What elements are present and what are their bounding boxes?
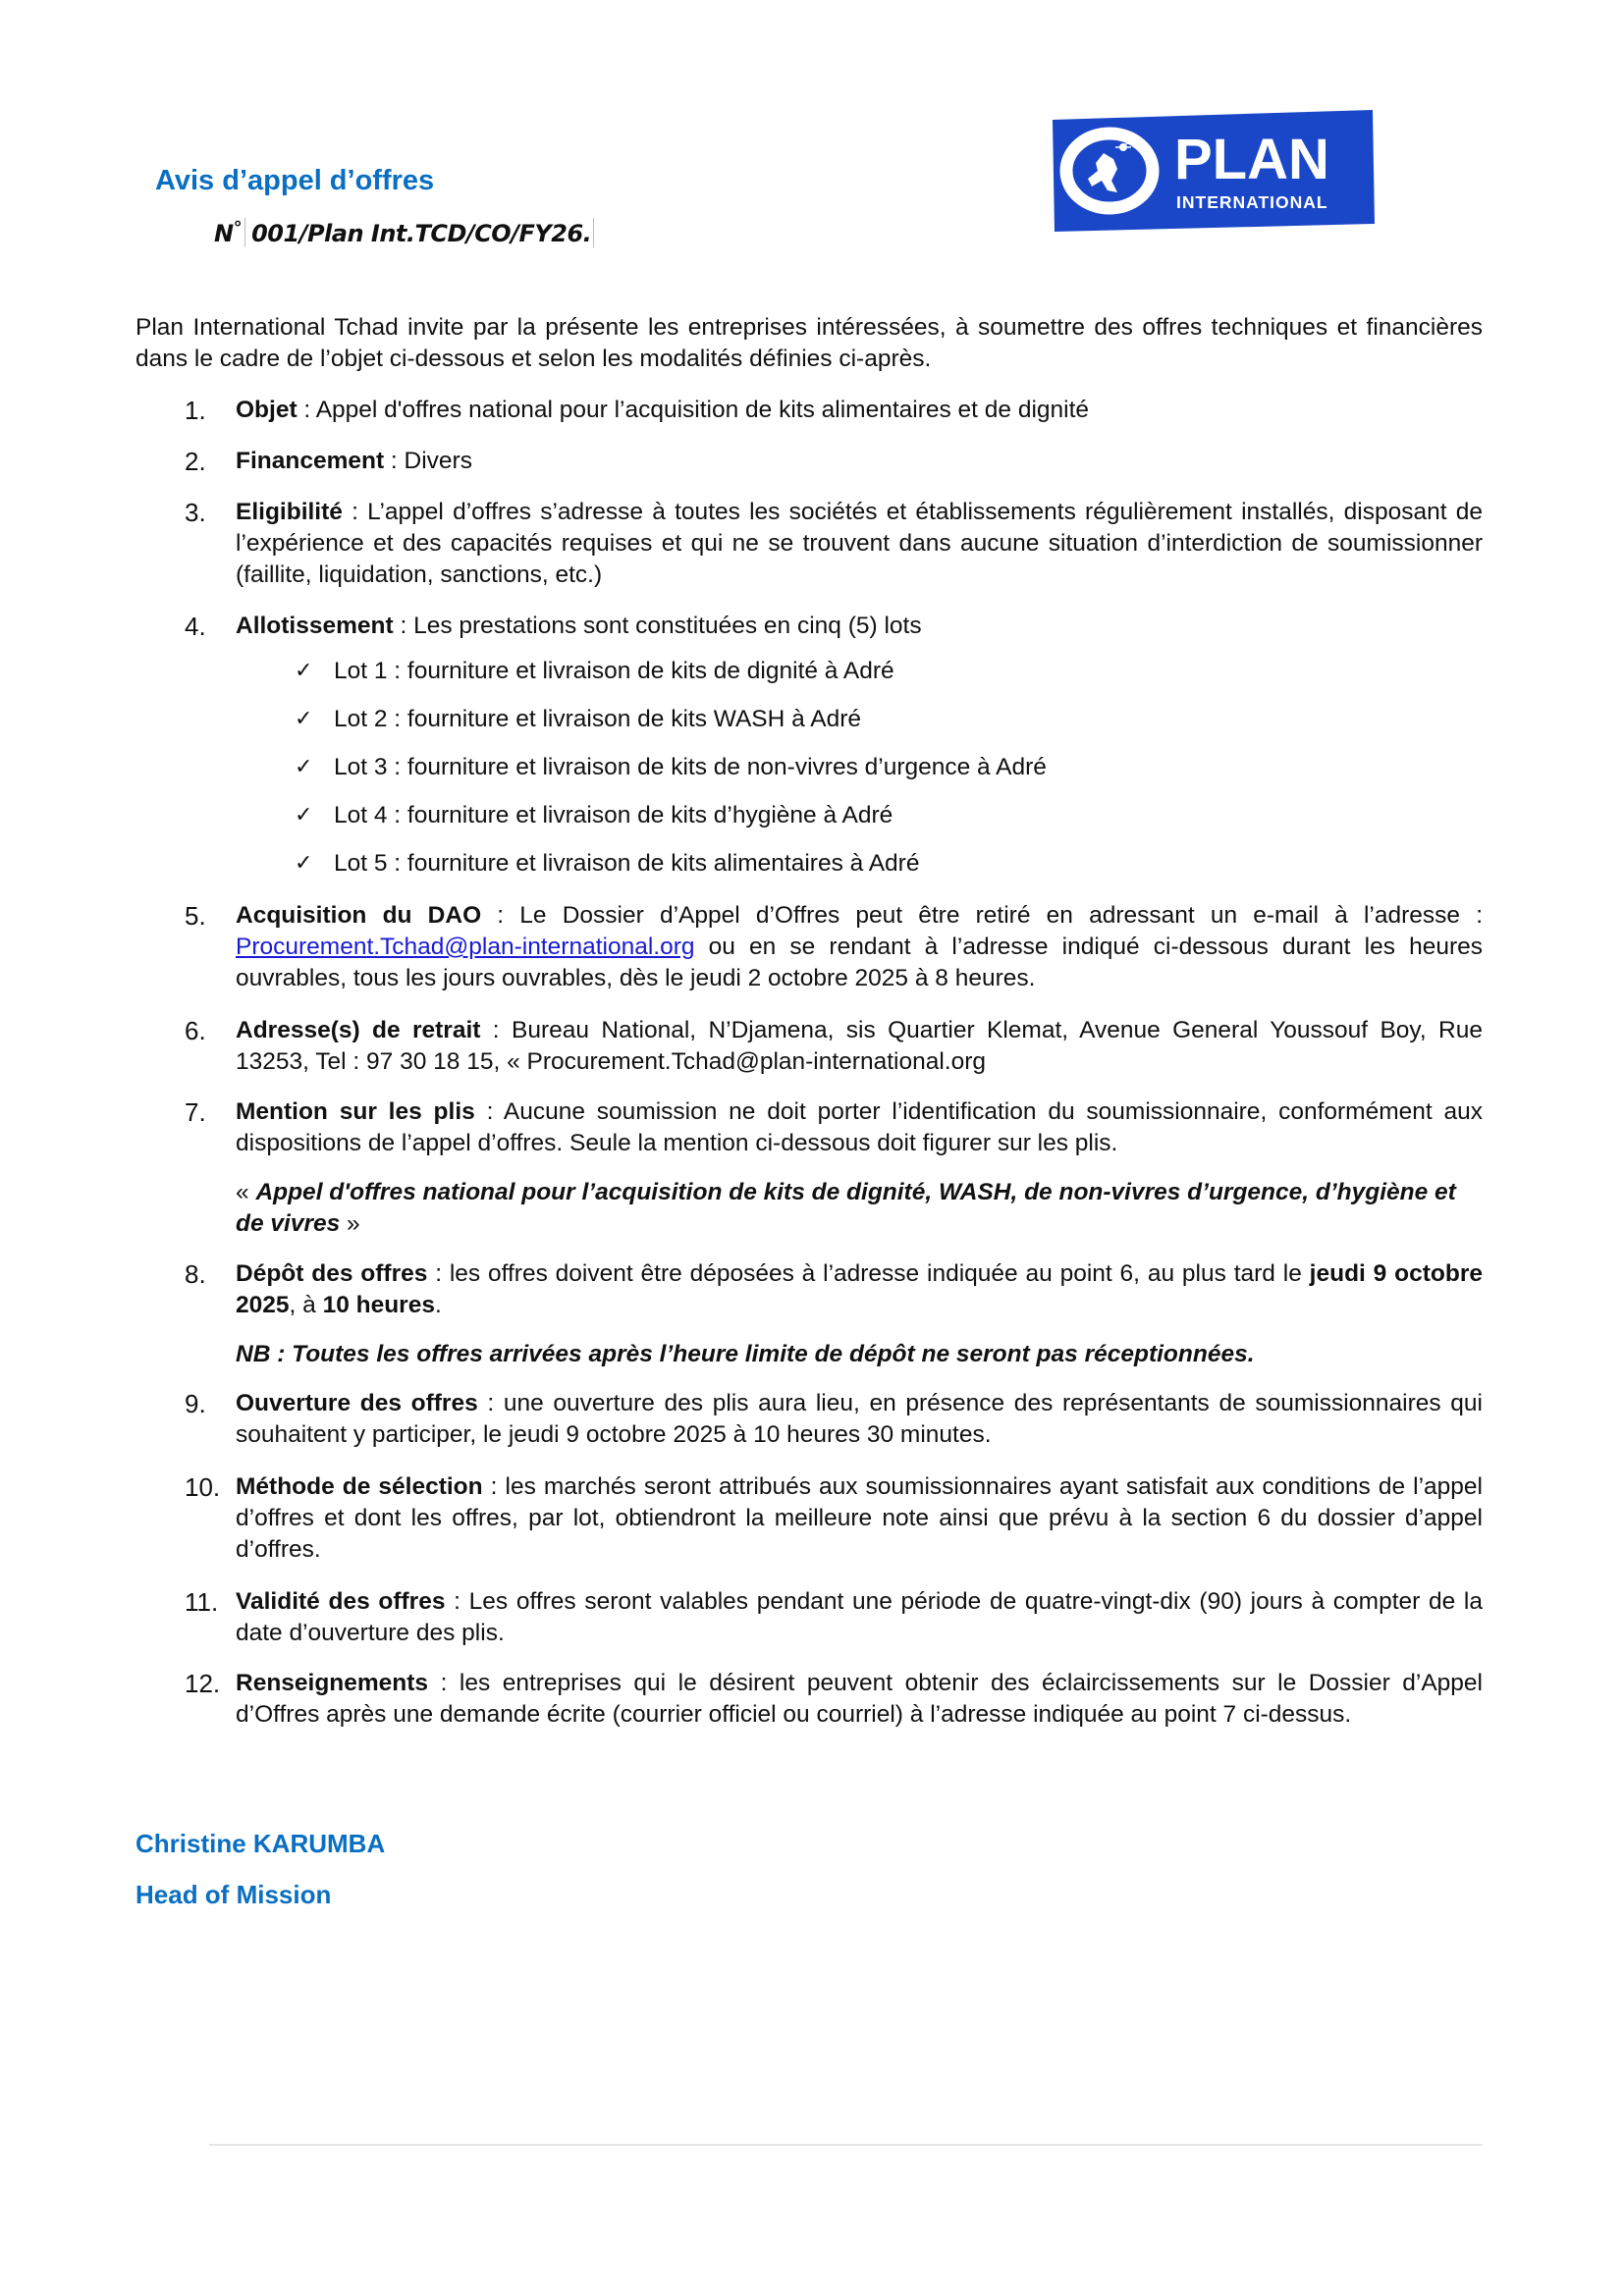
item-number: 9. (185, 1389, 206, 1418)
item-text: : Le Dossier d’Appel d’Offres peut être retiré en adressant un e-mail à l’adresse : (481, 902, 1483, 929)
field-marker (244, 218, 245, 247)
item-label: Ouverture des offres (236, 1390, 478, 1416)
signatory-role: Head of Mission (135, 1880, 332, 1909)
lot-text: Lot 5 : fourniture et livraison de kits alimentaires à Adré (334, 850, 920, 877)
deadline-note: NB : Toutes les offres arrivées après l’heure limite de dépôt ne seront pas réceptionnées. (236, 1341, 1255, 1367)
item-label: Validité des offres (236, 1588, 446, 1615)
item-label: Mention sur les plis (236, 1098, 475, 1125)
item-number: 8. (185, 1259, 206, 1289)
list-item-allotissement (185, 611, 1483, 642)
item-text: : Bureau National, N’Djamena, sis Quartier Klemat, Avenue General Youssouf Boy, Rue 13253, Tel : 97 30 18 15, « Procurement.Tchad@plan-international.org (236, 1017, 1483, 1075)
list-item-acquisition-dao (185, 900, 1483, 994)
lot-text: Lot 4 : fourniture et livraison de kits d’hygiène à Adré (334, 802, 893, 828)
item-text: : les offres doivent être déposées à l’adresse indiquée au point 6, au plus tard le (427, 1260, 1310, 1287)
reference-number (214, 218, 594, 247)
list-item-ouverture-offres (185, 1388, 1483, 1451)
item-text: : les entreprises qui le désirent peuvent obtenir des éclaircissements sur le Dossier d’Appel d’Offres après une demande écrite (courrier officiel ou courriel) à l’adresse indiquée au point 7 ci-dessus. (236, 1670, 1483, 1728)
item-label: Adresse(s) de retrait (236, 1017, 481, 1043)
check-icon: ✓ (295, 659, 313, 683)
item-label: Acquisition du DAO (236, 902, 482, 929)
item-number: 10. (185, 1472, 221, 1502)
ref-number-value: 001/Plan Int.TCD/CO/FY26. (251, 220, 592, 247)
list-item-depot-offres (185, 1258, 1483, 1370)
ref-prefix: N (214, 220, 234, 247)
list-item-renseignements (185, 1668, 1483, 1731)
quote-close: » (340, 1210, 360, 1237)
check-icon: ✓ (295, 851, 313, 876)
deadline-time: 10 heures (322, 1292, 435, 1318)
list-item-objet (185, 395, 1483, 426)
item-label: Financement (236, 448, 385, 474)
item-text: : Les offres seront valables pendant une période de quatre-vingt-dix (90) jours à compter de la date d’ouverture des plis. (236, 1588, 1483, 1646)
item-number: 6. (185, 1016, 206, 1045)
item-text-mid: , à (289, 1292, 323, 1318)
item-number: 5. (185, 901, 206, 931)
item-text-end: . (434, 1292, 442, 1318)
check-icon: ✓ (295, 755, 313, 779)
item-number: 3. (185, 498, 206, 527)
item-label: Allotissement (236, 613, 394, 639)
deadline-date: jeudi 9 octobre 2025 (236, 1260, 1483, 1318)
ref-degree: ° (233, 218, 243, 239)
signatory-name: Christine KARUMBA (135, 1829, 386, 1858)
list-item-eligibilite (185, 497, 1483, 591)
plan-international-logo (1049, 108, 1379, 234)
item-label: Objet (236, 397, 298, 423)
item-number: 11. (185, 1587, 219, 1617)
list-item-adresse-retrait (185, 1015, 1483, 1078)
item-number: 2. (185, 447, 206, 476)
lot-text: Lot 1 : fourniture et livraison de kits de dignité à Adré (334, 658, 894, 684)
logo-word: PLAN (1174, 128, 1329, 191)
item-text: : les marchés seront attribués aux soumissionnaires ayant satisfait aux conditions de l’appel d’offres et dont les offres, par lot, obtiendront la meilleure note ainsi que prévu à la section 6 du dossier d’appel d’offres. (236, 1473, 1483, 1563)
item-number: 7. (185, 1097, 206, 1127)
item-text-after: ou en se rendant à l’adresse indiqué ci-dessous durant les heures ouvrables, tous les jours ouvrables, dès le jeudi 2 octobre 2025 à 8 heures. (236, 934, 1483, 991)
item-number: 1. (185, 396, 206, 425)
lot-text: Lot 3 : fourniture et livraison de kits de non-vivres d’urgence à Adré (334, 754, 1047, 780)
logo-subword: INTERNATIONAL (1176, 192, 1328, 212)
item-text: : Appel d'offres national pour l’acquisition de kits alimentaires et de dignité (297, 397, 1090, 423)
item-text: : Divers (384, 448, 472, 474)
email-link[interactable]: Procurement.Tchad@plan-international.org (236, 934, 695, 960)
item-text: : une ouverture des plis aura lieu, en présence des représentants de soumissionnaires qui souhaitent y participer, le jeudi 9 octobre 2025 à 10 heures 30 minutes. (236, 1390, 1483, 1448)
item-number: 4. (185, 612, 206, 641)
intro-paragraph: Plan International Tchad invite par la présente les entreprises intéressées, à soumettre des offres techniques et financières dans le cadre de l’objet ci-dessous et selon les modalités définies ci-après. (135, 314, 1483, 372)
list-item-mention-plis (185, 1096, 1483, 1240)
item-number: 12. (185, 1669, 221, 1698)
item-label: Méthode de sélection (236, 1473, 483, 1500)
envelope-mention-quote (236, 1177, 1483, 1240)
check-icon: ✓ (295, 803, 313, 828)
list-item-financement (185, 446, 1483, 477)
item-label: Eligibilité (236, 499, 343, 525)
list-item-validite-offres (185, 1586, 1483, 1649)
list-item-methode-selection (185, 1471, 1483, 1566)
item-label: Renseignements (236, 1670, 429, 1696)
footer-divider (209, 2144, 1483, 2146)
document-title: Avis d’appel d’offres (155, 165, 435, 196)
item-text: : Aucune soumission ne doit porter l’identification du soumissionnaire, conformément aux dispositions de l’appel d’offres. Seule la mention ci-dessous doit figurer sur les plis. (236, 1098, 1483, 1156)
item-text: : L’appel d’offres s’adresse à toutes les sociétés et établissements régulièrement installés, disposant de l’expérience et des capacités requises et qui ne se trouvent dans aucune situation d’interdiction de soumissionner (faillite, liquidation, sanctions, etc.) (236, 499, 1483, 588)
item-label: Dépôt des offres (236, 1260, 428, 1287)
quote-text: Appel d'offres national pour l’acquisition de kits de dignité, WASH, de non-vivres d’urgence, d’hygiène et de vivres (236, 1179, 1456, 1237)
check-icon: ✓ (295, 707, 313, 731)
field-marker (593, 218, 594, 247)
item-text: : Les prestations sont constituées en cinq (5) lots (393, 613, 922, 639)
quote-open: « (236, 1179, 256, 1205)
lot-text: Lot 2 : fourniture et livraison de kits WASH à Adré (334, 706, 861, 732)
